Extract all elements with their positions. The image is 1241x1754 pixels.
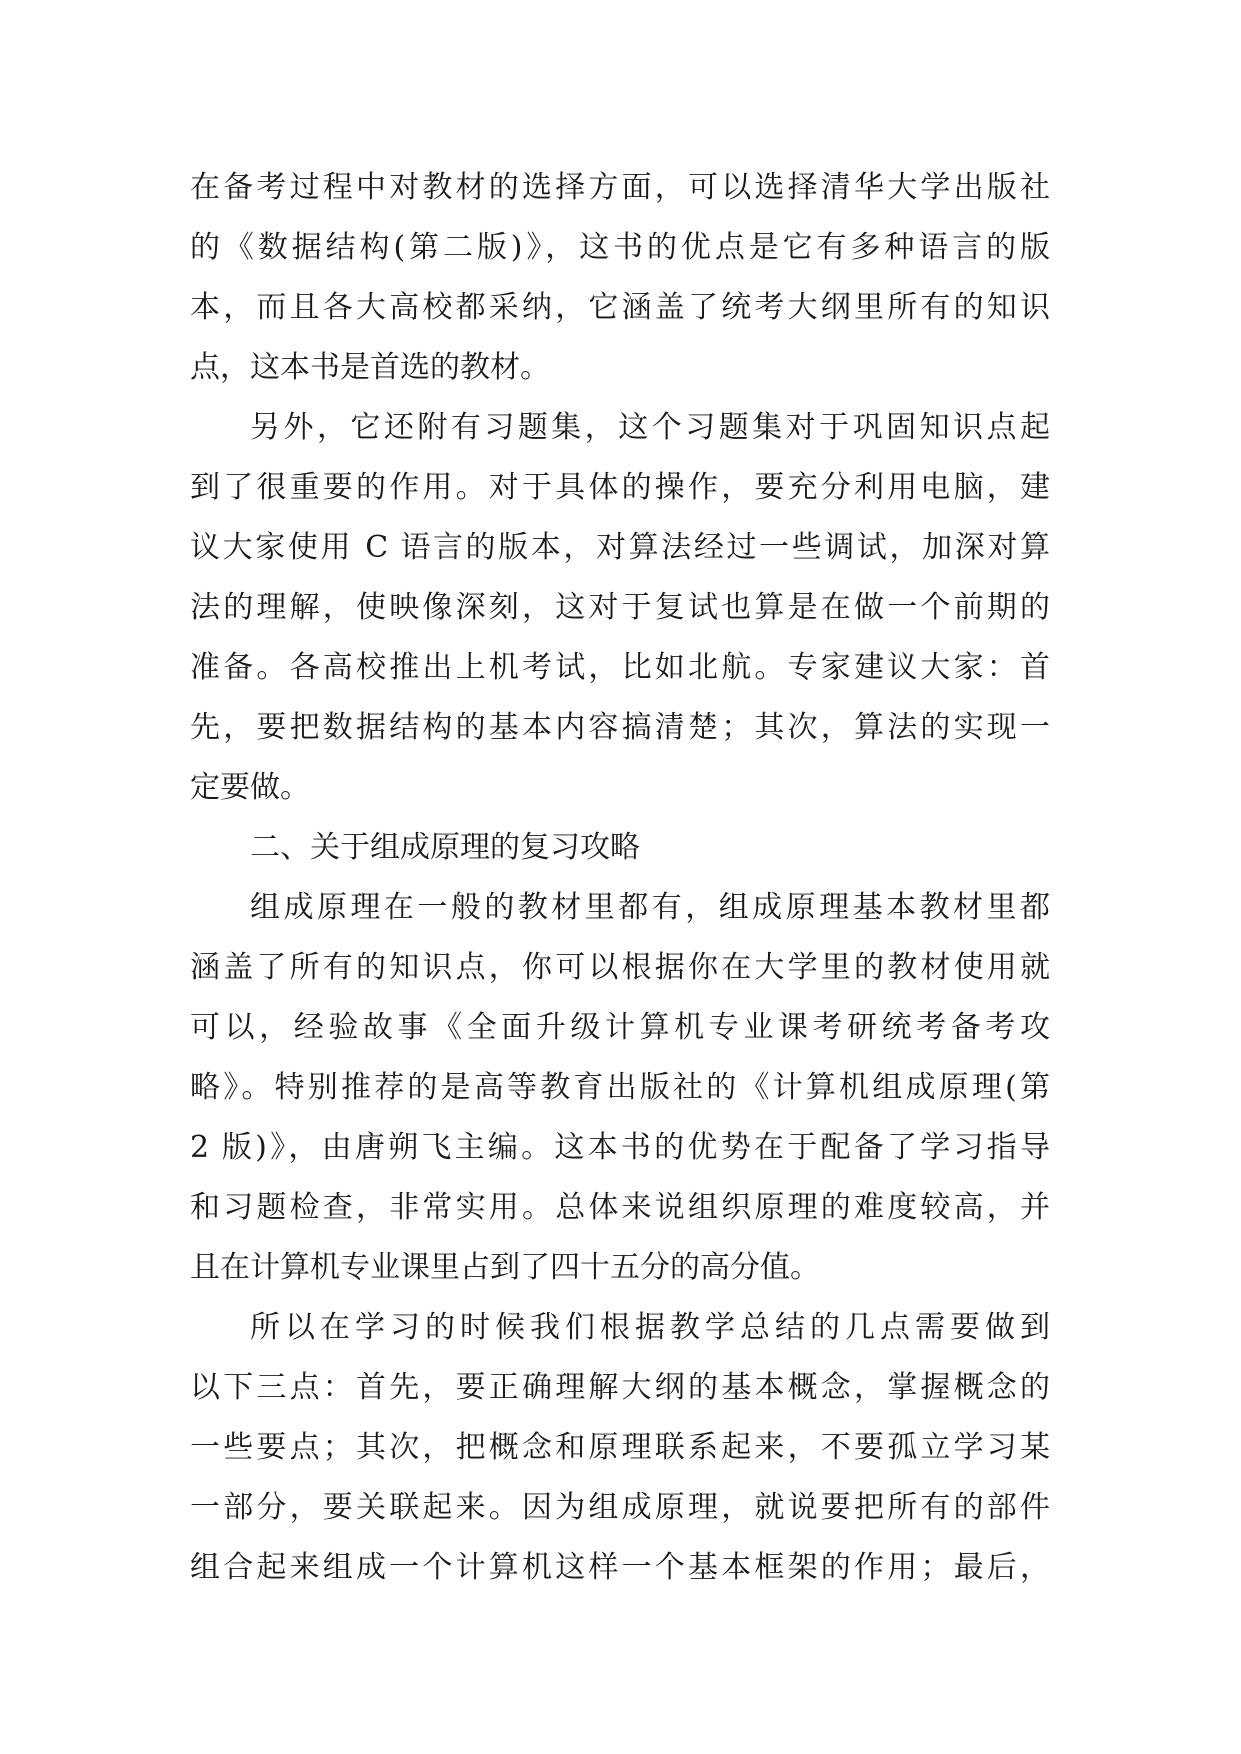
- text-line: 法的理解，使映像深刻，这对于复试也算是在做一个前期的: [190, 590, 1050, 625]
- text-line: 点，这本书是首选的教材。: [190, 350, 550, 385]
- text-line: 2 版)》，由唐朔飞主编。这本书的优势在于配备了学习指导: [190, 1130, 1050, 1165]
- text-line: 准备。各高校推出上机考试，比如北航。专家建议大家：首: [190, 650, 1050, 685]
- text-line: 定要做。: [190, 770, 310, 805]
- text-line: 和习题检查，非常实用。总体来说组织原理的难度较高，并: [190, 1190, 1050, 1225]
- text-line: 的《数据结构(第二版)》，这书的优点是它有多种语言的版: [190, 230, 1050, 265]
- text-line: 一些要点；其次，把概念和原理联系起来，不要孤立学习某: [190, 1430, 1050, 1465]
- body-text: [190, 158, 1050, 1598]
- text-line: 一部分，要关联起来。因为组成原理，就说要把所有的部件: [190, 1490, 1050, 1525]
- text-line: 以下三点：首先，要正确理解大纲的基本概念，掌握概念的: [190, 1370, 1050, 1405]
- text-line: 另外，它还附有习题集，这个习题集对于巩固知识点起: [250, 410, 1050, 445]
- text-line: 到了很重要的作用。对于具体的操作，要充分利用电脑，建: [190, 470, 1050, 505]
- text-line: 可以，经验故事《全面升级计算机专业课考研统考备考攻: [190, 1010, 1050, 1045]
- text-line: 议大家使用 C 语言的版本，对算法经过一些调试，加深对算: [190, 530, 1050, 565]
- text-line: 且在计算机专业课里占到了四十五分的高分值。: [190, 1250, 820, 1285]
- text-line: 组合起来组成一个计算机这样一个基本框架的作用；最后，: [190, 1550, 1050, 1585]
- text-line: 所以在学习的时候我们根据教学总结的几点需要做到: [250, 1310, 1050, 1345]
- text-line: 略》。特别推荐的是高等教育出版社的《计算机组成原理(第: [190, 1070, 1050, 1105]
- text-line: 本，而且各大高校都采纳，它涵盖了统考大纲里所有的知识: [190, 290, 1050, 325]
- text-line: 涵盖了所有的知识点，你可以根据你在大学里的教材使用就: [190, 950, 1050, 985]
- section-heading: 二、关于组成原理的复习攻略: [250, 830, 640, 865]
- text-line: 先，要把数据结构的基本内容搞清楚；其次，算法的实现一: [190, 710, 1050, 745]
- text-line: 组成原理在一般的教材里都有，组成原理基本教材里都: [250, 890, 1050, 925]
- text-line: 在备考过程中对教材的选择方面，可以选择清华大学出版社: [190, 170, 1050, 205]
